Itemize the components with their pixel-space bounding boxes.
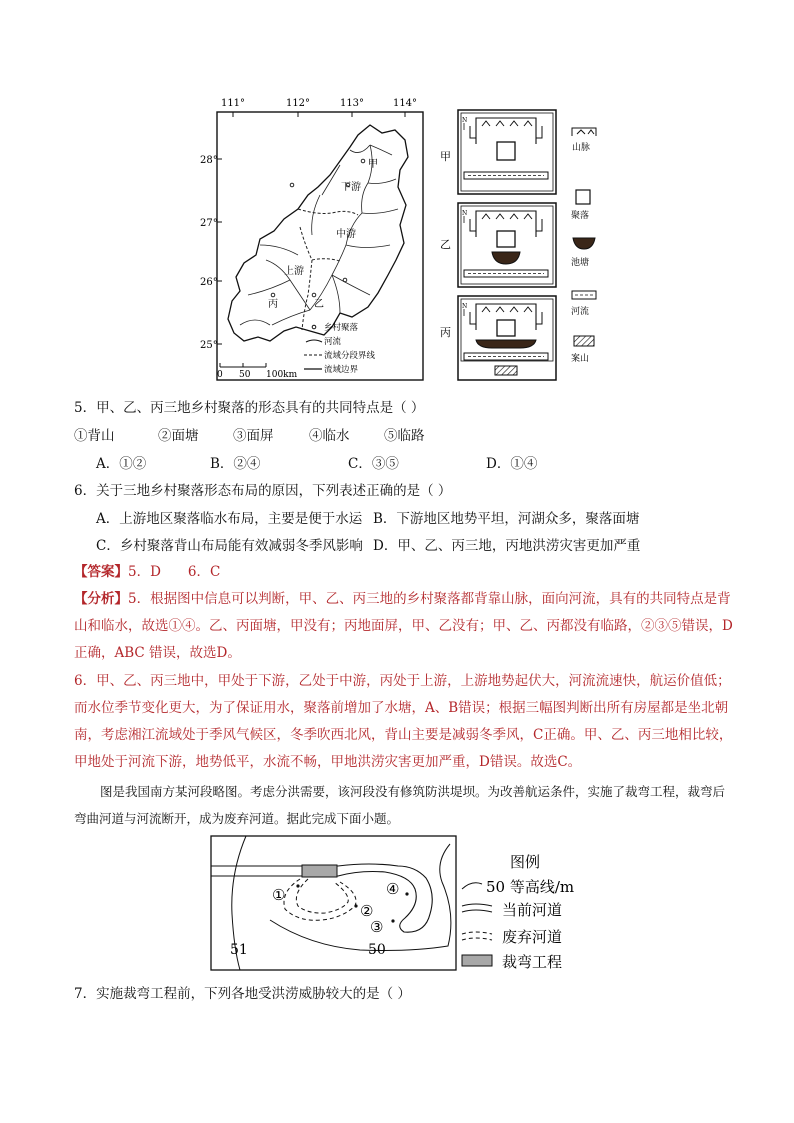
point-label: ④	[386, 880, 400, 898]
q5-item: ⑤临路	[384, 428, 425, 444]
row-label: 丙	[440, 326, 451, 339]
q5-item: ④临水	[309, 428, 350, 444]
contour-label: 51	[230, 942, 248, 958]
settlement-legend-icon	[576, 190, 590, 204]
legend-label: 50 等高线/m	[486, 878, 575, 896]
q6-stem: 6．关于三地乡村聚落形态布局的原因，下列表述正确的是（ ）	[74, 483, 452, 499]
basin-map	[200, 95, 430, 385]
pond	[476, 340, 536, 348]
legend-label: 山脉	[572, 143, 591, 153]
q6-option-d[interactable]: D．甲、乙、丙三地，丙地洪涝灾害更加严重	[373, 538, 641, 554]
contour-legend-icon	[462, 883, 482, 889]
north-arrow: N	[462, 117, 468, 124]
scale-label: 50	[239, 370, 251, 380]
lon-label: 114°	[392, 98, 418, 109]
q5-item: ①背山	[74, 428, 115, 444]
legend-label: 废弃河道	[502, 928, 563, 946]
place-label: 乙	[314, 299, 324, 310]
legend-label: 案山	[571, 354, 590, 364]
analysis-p1	[74, 586, 734, 667]
settlement	[497, 142, 515, 160]
pond-legend-icon	[573, 238, 595, 249]
legend-label: 河流	[324, 337, 342, 347]
svg-text:N: N	[462, 303, 468, 310]
q5-item: ③面屏	[233, 428, 274, 444]
legend-label: 河流	[571, 307, 590, 317]
q6-option-c[interactable]: C．乡村聚落背山布局能有效减弱冬季风影响	[96, 538, 363, 554]
village-schematic	[440, 108, 610, 383]
cutoff-work	[302, 865, 337, 877]
screen-hill-legend-icon	[574, 336, 594, 346]
legend-label: 流域分段界线	[324, 351, 376, 361]
pond	[492, 252, 520, 264]
q5-item: ②面塘	[158, 428, 199, 444]
legend-title: 图例	[510, 853, 541, 871]
legend-label: 乡村聚落	[324, 323, 359, 333]
q5-option-c[interactable]: C．③⑤	[348, 456, 399, 472]
channel-legend-icon	[462, 904, 492, 912]
scale-label: 0	[217, 370, 223, 380]
contour-label: 50	[368, 942, 386, 958]
lat-label: 27°	[200, 218, 218, 229]
abandoned-channel	[284, 879, 356, 920]
river-cutoff-map	[210, 834, 590, 974]
reach-label: 上游	[284, 266, 304, 277]
answer-line	[74, 559, 734, 586]
place-label: 甲	[368, 159, 378, 170]
row-label: 甲	[440, 150, 451, 163]
legend-label: 池塘	[571, 258, 590, 268]
lat-label: 25°	[200, 340, 218, 351]
reach-label: 中游	[336, 229, 356, 240]
abandoned-legend-icon	[462, 932, 492, 940]
settlement	[497, 231, 515, 247]
q7-intro: 图是我国南方某河段略图。考虑分洪需要，该河段没有修筑防洪堤坝。为改善航运条件，实施了裁弯工程，裁弯后弯曲河道与河流断开，成为废弃河道。据此完成下面小题。	[74, 784, 726, 826]
lat-label: 26°	[200, 277, 218, 288]
q6-option-b[interactable]: B．下游地区地势平坦，河湖众多，聚落面塘	[373, 511, 640, 527]
legend-label: 聚落	[571, 211, 590, 221]
q5-stem: 5．甲、乙、丙三地乡村聚落的形态具有的共同特点是（ ）	[74, 400, 425, 416]
screen-hill	[495, 366, 517, 375]
place-label: 丙	[268, 299, 278, 310]
analysis-tag: 【分析】	[74, 591, 128, 607]
cutoff-legend-icon	[462, 955, 492, 966]
point-label: ①	[272, 886, 286, 904]
point-label: ②	[360, 902, 374, 920]
answer-tag: 【答案】	[74, 564, 128, 580]
q7-stem: 7．实施裁弯工程前，下列各地受洪涝威胁较大的是（ ）	[74, 986, 411, 1002]
analysis-p2: 6．甲、乙、丙三地中，甲处于下游，乙处于中游，丙处于上游，上游地势起伏大，河流流速快，航运价值低；而水位季节变化更大，为了保证用水，聚落前增加了水塘，A、B错误；根据三幅图判断出所有房屋都是坐北朝南，考虑湘江流域处于季风气候区，冬季吹西北风，背山主要是减弱冬季风，C正确。甲、乙、丙三地相比较，甲地处于河流下游，地势低平，水流不畅，甲地洪涝灾害更加严重，D错误。故选C。	[74, 673, 733, 770]
mountain-legend-icon	[572, 128, 596, 136]
legend-label: 裁弯工程	[502, 953, 563, 971]
reach-label: 下游	[341, 182, 361, 193]
point-label: ③	[370, 918, 384, 936]
answer-text: 5．D 6．C	[128, 564, 221, 580]
lon-label: 111°	[220, 98, 246, 109]
river-legend-icon	[306, 340, 322, 342]
svg-text:N: N	[462, 210, 468, 217]
q6-option-a[interactable]: A．上游地区聚落临水布局，主要是便于水运	[96, 511, 363, 527]
settlement	[497, 320, 515, 336]
q5-option-b[interactable]: B．②④	[210, 456, 261, 472]
q5-option-a[interactable]: A．①②	[96, 456, 147, 472]
lon-label: 112°	[285, 98, 311, 109]
row-label: 乙	[440, 238, 451, 251]
scale-label: 100km	[266, 370, 298, 380]
legend-label: 当前河道	[502, 901, 563, 919]
lat-label: 28°	[200, 155, 218, 166]
analysis-text-5: 5．根据图中信息可以判断，甲、乙、丙三地的乡村聚落都背靠山脉，面向河流，具有的共同特点是背山和临水，故选①④。乙、丙面塘，甲没有；丙地面屏，甲、乙没有；甲、乙、丙都没有临路，②③⑤错误，D正确，ABC 错误，故选D。	[74, 591, 733, 661]
village-legend-icon	[312, 325, 316, 329]
lon-label: 113°	[339, 98, 365, 109]
contour-50	[270, 844, 451, 951]
legend-label: 流域边界	[324, 365, 359, 375]
q5-option-d[interactable]: D．①④	[486, 456, 538, 472]
